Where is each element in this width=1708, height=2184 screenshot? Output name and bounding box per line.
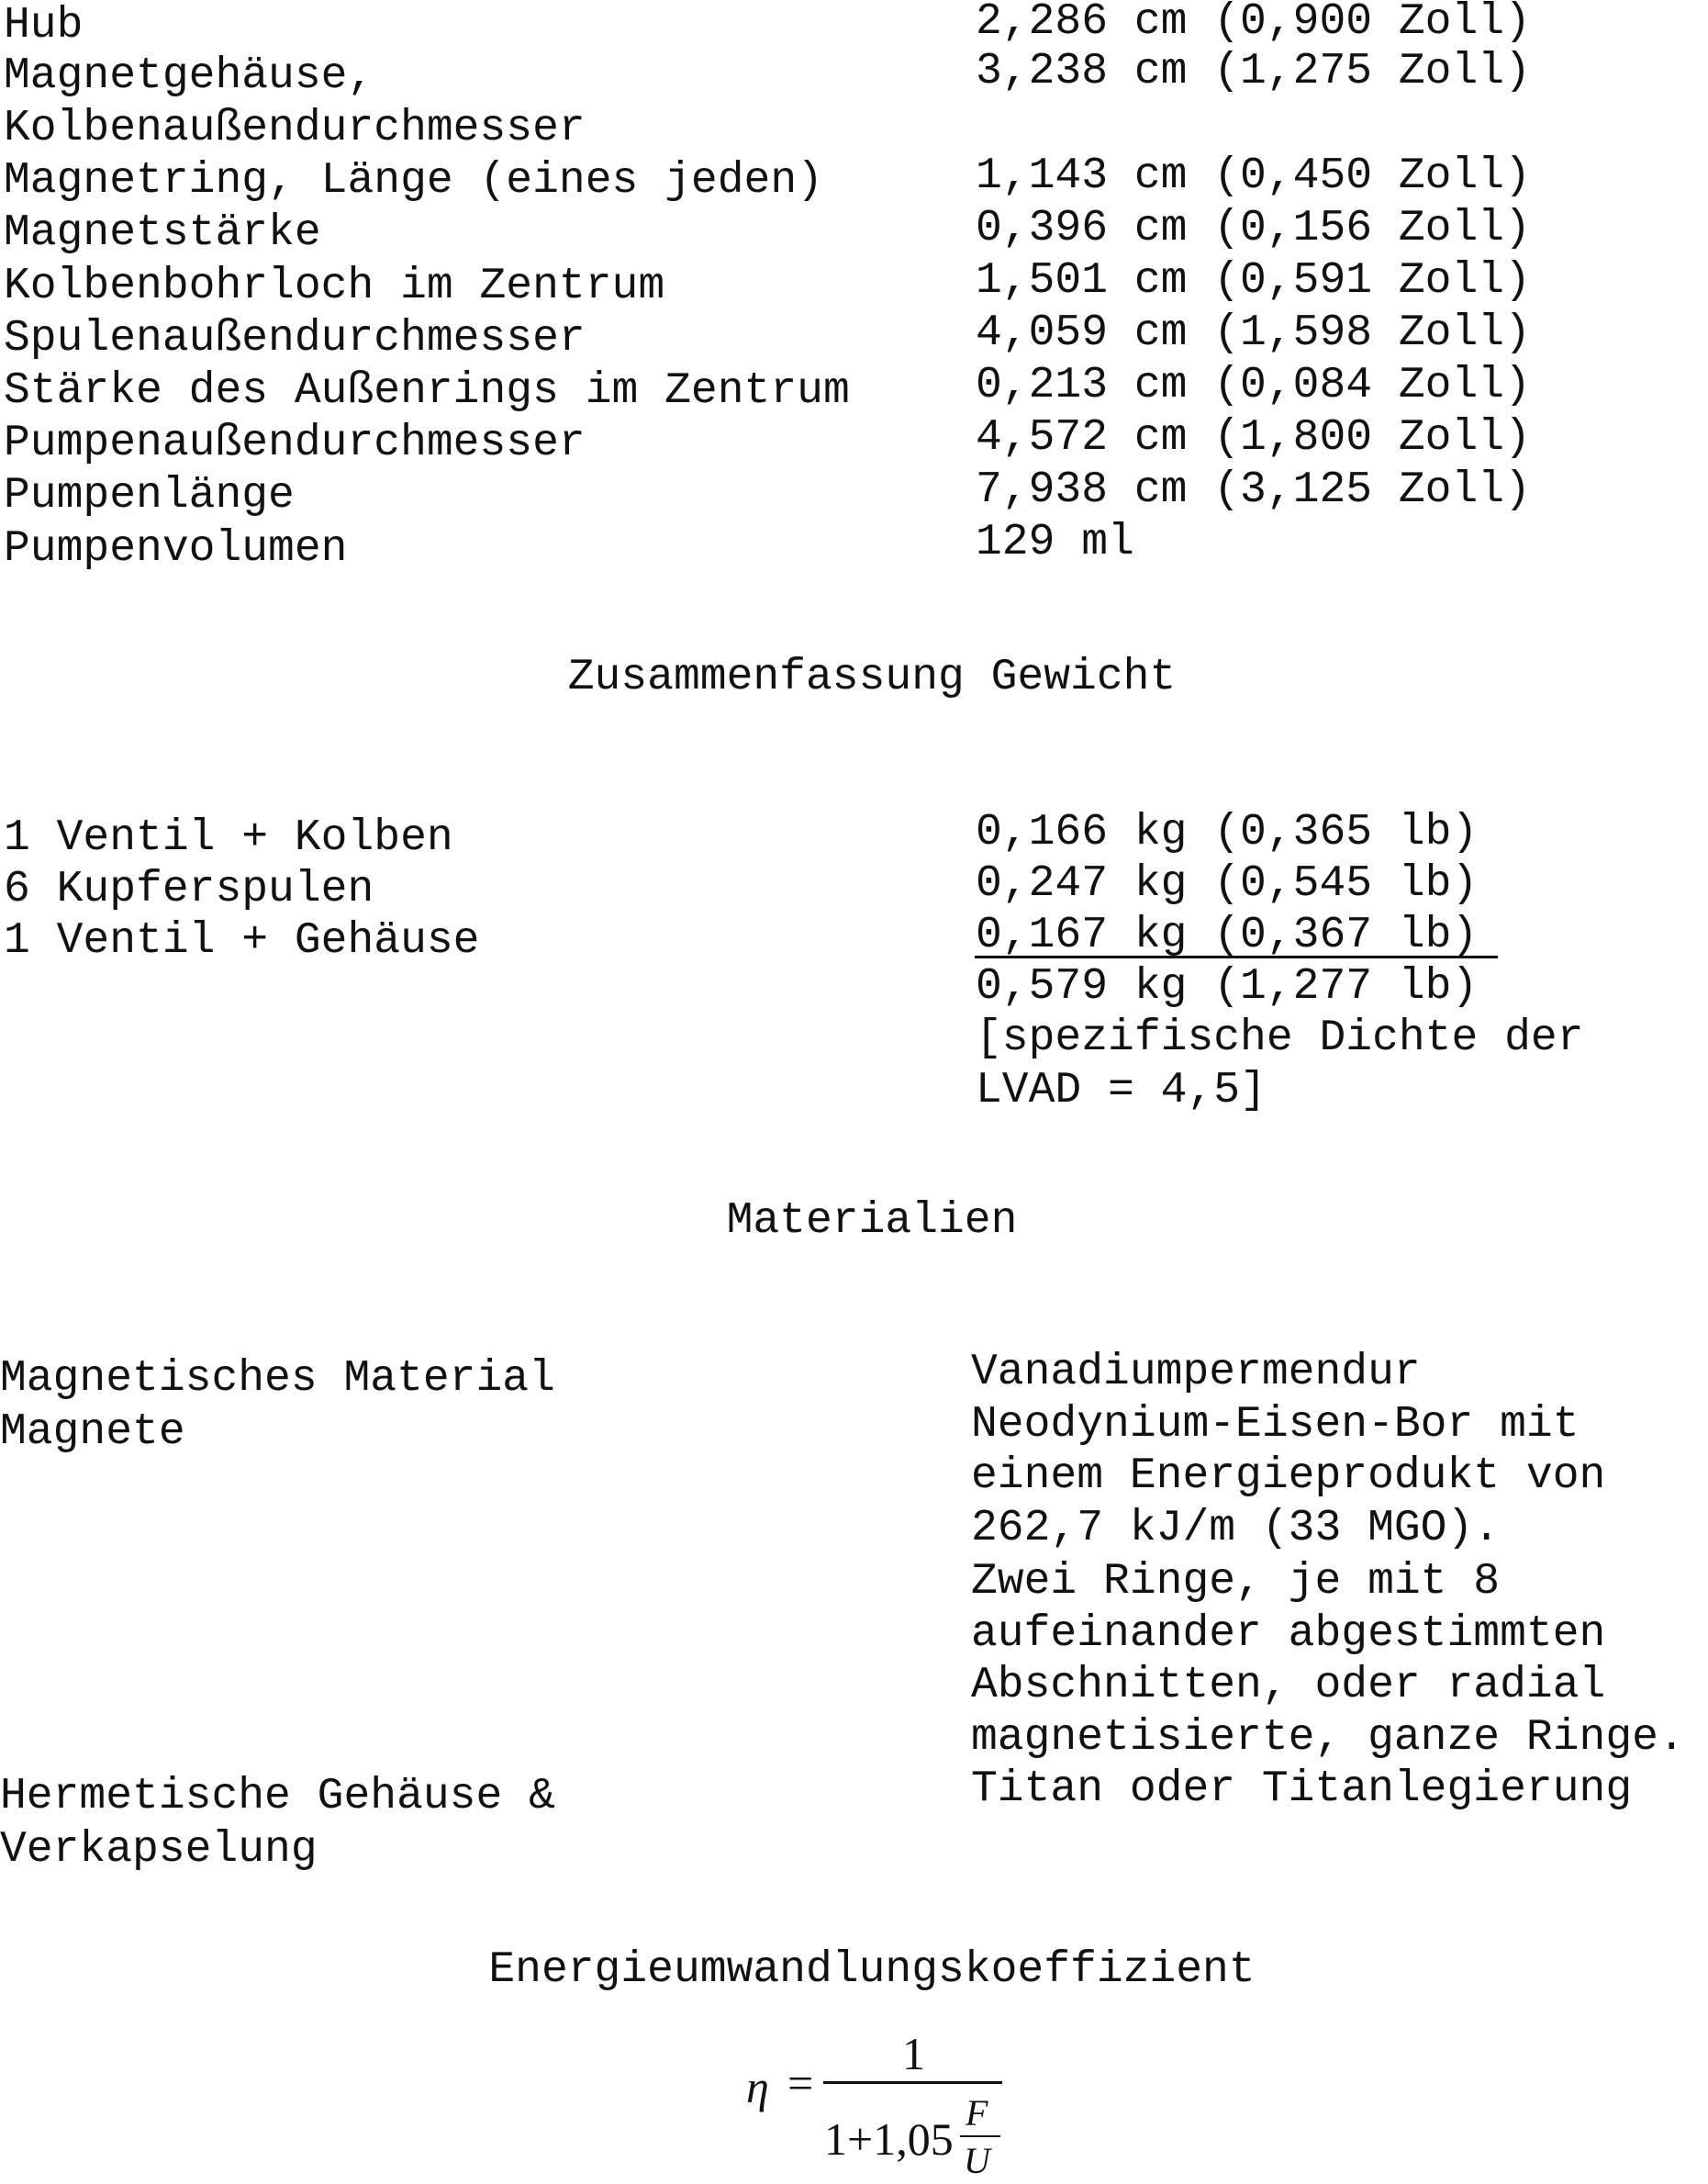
weight-note: [spezifische Dichte der xyxy=(976,1013,1584,1065)
material-value: Neodynium-Eisen-Bor mit xyxy=(971,1399,1580,1451)
dim-label: Hub xyxy=(4,0,83,52)
dim-label: Stärke des Außenrings im Zentrum xyxy=(4,365,850,418)
sub-fraction-bar xyxy=(960,2135,1000,2137)
dim-value: 3,238 cm (1,275 Zoll) xyxy=(976,46,1531,98)
material-value: Titan oder Titanlegierung xyxy=(971,1764,1632,1816)
sub-denominator: U xyxy=(964,2143,990,2179)
dim-label: Pumpenlänge xyxy=(4,470,295,522)
material-value: magnetisierte, ganze Ringe. xyxy=(971,1712,1685,1764)
weight-value: 0,247 kg (0,545 lb) xyxy=(976,858,1478,911)
dim-label: Magnetgehäuse, xyxy=(4,50,374,103)
sum-underline xyxy=(975,956,1498,958)
dim-label: Magnetstärke xyxy=(4,207,321,260)
material-value: Vanadiumpermendur xyxy=(971,1347,1421,1399)
equals-sign: = xyxy=(787,2060,813,2106)
dim-value: 129 ml xyxy=(976,517,1134,569)
material-label: Magnete xyxy=(0,1406,185,1459)
weight-note: LVAD = 4,5] xyxy=(976,1065,1267,1117)
numerator: 1 xyxy=(902,2031,925,2077)
dim-value: 1,143 cm (0,450 Zoll) xyxy=(976,151,1531,203)
weight-total: 0,579 kg (1,277 lb) xyxy=(976,961,1478,1014)
weight-value: 0,166 kg (0,365 lb) xyxy=(976,807,1478,859)
material-label: Magnetisches Material xyxy=(0,1353,555,1406)
weight-value: 0,167 kg (0,367 lb) xyxy=(976,910,1478,962)
dim-label: Kolbenbohrloch im Zentrum xyxy=(4,261,664,313)
material-value: Zwei Ringe, je mit 8 xyxy=(971,1556,1500,1608)
dim-value: 0,396 cm (0,156 Zoll) xyxy=(976,203,1531,255)
sub-numerator: F xyxy=(966,2095,988,2132)
dim-label: Pumpenvolumen xyxy=(4,523,347,576)
eta-symbol: η xyxy=(746,2064,769,2110)
dim-value: 4,059 cm (1,598 Zoll) xyxy=(976,308,1531,360)
denominator: 1+1,05 xyxy=(824,2116,954,2162)
material-label: Verkapselung xyxy=(0,1824,318,1876)
dim-label: Spulenaußendurchmesser xyxy=(4,313,586,365)
dim-value: 1,501 cm (0,591 Zoll) xyxy=(976,255,1531,308)
dim-value: 2,286 cm (0,900 Zoll) xyxy=(976,0,1531,49)
fraction-bar xyxy=(823,2081,1002,2084)
dim-label: Pumpenaußendurchmesser xyxy=(4,418,586,470)
dim-value: 0,213 cm (0,084 Zoll) xyxy=(976,360,1531,412)
weight-heading: Zusammenfassung Gewicht xyxy=(0,652,1708,704)
weight-label: 1 Ventil + Kolben xyxy=(4,812,453,865)
dim-label: Magnetring, Länge (eines jeden) xyxy=(4,155,823,207)
energy-heading: Energieumwandlungskoeffizient xyxy=(0,1944,1708,1997)
dim-value: 7,938 cm (3,125 Zoll) xyxy=(976,465,1531,517)
weight-label: 1 Ventil + Gehäuse xyxy=(4,915,479,968)
materials-heading: Materialien xyxy=(0,1195,1708,1248)
material-label: Hermetische Gehäuse & xyxy=(0,1771,555,1823)
dim-label: Kolbenaußendurchmesser xyxy=(4,103,586,155)
material-value: Abschnitten, oder radial xyxy=(971,1660,1605,1712)
material-value: aufeinander abgestimmten xyxy=(971,1608,1605,1661)
weight-label: 6 Kupferspulen xyxy=(4,864,374,916)
material-value: 262,7 kJ/m (33 MGO). xyxy=(971,1503,1500,1555)
material-value: einem Energieprodukt von xyxy=(971,1450,1605,1503)
dim-value: 4,572 cm (1,800 Zoll) xyxy=(976,412,1531,465)
